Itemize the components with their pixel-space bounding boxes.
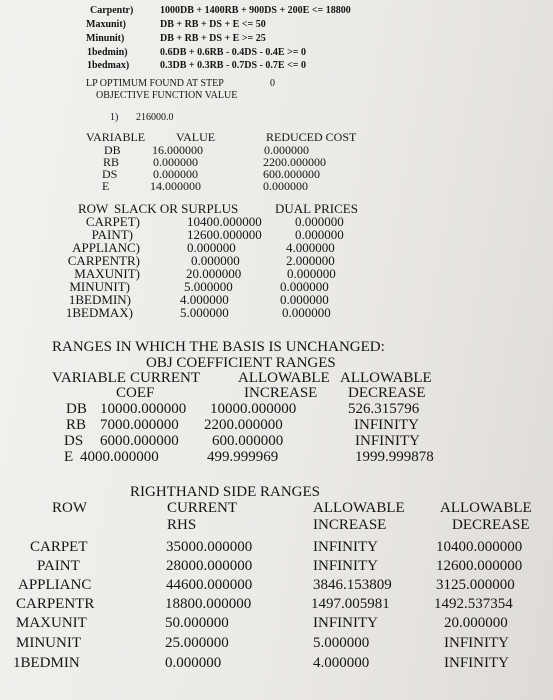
dual-price: 0.000000	[280, 279, 329, 294]
constraint-name: 1bedmax)	[87, 60, 130, 71]
col-header-decrease: DECREASE	[452, 517, 530, 533]
optimum-line: LP OPTIMUM FOUND AT STEP	[86, 78, 224, 89]
dual-price: 0.000000	[295, 227, 344, 242]
constraint-name: Minunit)	[86, 33, 125, 44]
ranges-title: RANGES IN WHICH THE BASIS IS UNCHANGED:	[52, 339, 385, 355]
slack-value: 5.000000	[184, 279, 233, 294]
obj-var: DS	[64, 433, 84, 449]
obj-ranges-title: OBJ COEFFICIENT RANGES	[146, 355, 336, 371]
col-header-increase: INCREASE	[313, 517, 387, 533]
rhs-current: 0.000000	[165, 655, 222, 671]
col-header-slack: SLACK OR SURPLUS	[114, 201, 239, 216]
var-name: RB	[103, 155, 120, 169]
obj-decrease: INFINITY	[355, 433, 420, 449]
var-reduced-cost: 0.000000	[263, 179, 308, 193]
rhs-decrease: 20.000000	[444, 615, 508, 631]
rhs-increase: 1497.005981	[311, 596, 390, 612]
rhs-current: 44600.000000	[166, 577, 253, 593]
rhs-decrease: 12600.000000	[436, 558, 523, 574]
rhs-row-name: MINUNIT	[16, 635, 81, 651]
rhs-decrease: 1492.537354	[434, 596, 513, 612]
constraint-expr: 0.6DB + 0.6RB - 0.4DS - 0.4E >= 0	[160, 47, 306, 58]
rhs-row-name: APPLIANC	[18, 577, 92, 593]
col-header-rhs: RHS	[167, 517, 197, 533]
var-name: DS	[102, 167, 118, 181]
rhs-decrease: 10400.000000	[436, 539, 523, 555]
obj-var: DB	[66, 401, 87, 417]
obj-var: RB	[66, 417, 87, 433]
col-header-allowable: ALLOWABLE	[340, 370, 432, 386]
slack-row-name: MAXUNIT)	[74, 266, 140, 281]
constraint-name: 1bedmin)	[87, 47, 128, 58]
slack-row-name: PAINT)	[91, 227, 133, 242]
constraint-expr: 1000DB + 1400RB + 900DS + 200E <= 18800	[160, 5, 351, 16]
col-header-current: CURRENT	[167, 500, 238, 516]
rhs-current: 28000.000000	[166, 558, 253, 574]
rhs-current: 35000.000000	[166, 539, 253, 555]
var-value: 14.000000	[150, 179, 201, 193]
var-reduced-cost: 0.000000	[264, 143, 309, 157]
slack-row-name: CARPENTR)	[67, 253, 140, 268]
slack-value: 10400.000000	[187, 214, 262, 229]
rhs-increase: INFINITY	[313, 615, 378, 631]
obj-increase: 10000.000000	[210, 401, 297, 417]
rhs-row-name: CARPET	[30, 539, 88, 555]
rhs-decrease: INFINITY	[444, 635, 509, 651]
col-header-value: VALUE	[176, 130, 216, 144]
var-reduced-cost: 600.000000	[263, 167, 320, 181]
obj-decrease: INFINITY	[354, 417, 419, 433]
slack-value: 20.000000	[186, 266, 242, 281]
slack-value: 12600.000000	[187, 227, 262, 242]
constraint-expr: DB + RB + DS + E <= 50	[160, 19, 266, 30]
col-header-allowable: ALLOWABLE	[440, 500, 532, 516]
obj-current: 6000.000000	[100, 433, 179, 449]
col-header-current: CURRENT	[130, 370, 201, 386]
obj-decrease: 526.315796	[348, 401, 420, 417]
rhs-row-name: CARPENTR	[16, 596, 95, 612]
rhs-current: 25.000000	[165, 635, 229, 651]
slack-row-name: 1BEDMIN)	[68, 292, 131, 307]
col-header-row: ROW	[52, 500, 87, 516]
obj-increase: 600.000000	[212, 433, 284, 449]
slack-row-name: APPLIANC)	[72, 240, 140, 255]
constraint-name: Maxunit)	[86, 19, 126, 30]
dual-price: 0.000000	[280, 292, 329, 307]
rhs-row-name: PAINT	[37, 558, 80, 574]
col-header-coef: COEF	[116, 385, 155, 401]
var-name: DB	[104, 143, 121, 157]
slack-value: 4.000000	[180, 292, 229, 307]
obj-current: 4000.000000	[80, 449, 159, 465]
col-header-allowable: ALLOWABLE	[238, 370, 330, 386]
var-value: 0.000000	[153, 167, 198, 181]
rhs-row-name: MAXUNIT	[16, 615, 87, 631]
dual-price: 2.000000	[286, 253, 335, 268]
slack-row-name: 1BEDMAX)	[65, 305, 133, 320]
var-value: 16.000000	[152, 143, 203, 157]
rhs-increase: 5.000000	[313, 635, 370, 651]
var-name: E	[102, 179, 110, 193]
var-value: 0.000000	[153, 155, 198, 169]
col-header-variable: VARIABLE	[52, 370, 126, 386]
rhs-row-name: 1BEDMIN	[13, 655, 80, 671]
constraint-name: Carpentr)	[90, 5, 134, 16]
col-header-allowable: ALLOWABLE	[313, 500, 405, 516]
rhs-decrease: INFINITY	[444, 655, 509, 671]
dual-price: 0.000000	[295, 214, 344, 229]
slack-value: 5.000000	[180, 305, 229, 320]
rhs-ranges-title: RIGHTHAND SIDE RANGES	[130, 484, 320, 500]
objective-value: 216000.0	[136, 112, 174, 123]
obj-current: 10000.000000	[100, 401, 187, 417]
slack-value: 0.000000	[191, 253, 240, 268]
dual-price: 0.000000	[282, 305, 331, 320]
col-header-dual: DUAL PRICES	[275, 201, 358, 216]
rhs-current: 50.000000	[165, 615, 229, 631]
objective-header: OBJECTIVE FUNCTION VALUE	[96, 90, 238, 101]
col-header-increase: INCREASE	[244, 385, 318, 401]
rhs-increase: 4.000000	[313, 655, 370, 671]
dual-price: 4.000000	[286, 240, 335, 255]
obj-increase: 2200.000000	[204, 417, 283, 433]
col-header-decrease: DECREASE	[348, 385, 426, 401]
dual-price: 0.000000	[287, 266, 336, 281]
rhs-current: 18800.000000	[165, 596, 252, 612]
var-reduced-cost: 2200.000000	[263, 155, 326, 169]
constraint-expr: DB + RB + DS + E >= 25	[160, 33, 266, 44]
col-header-reduced-cost: REDUCED COST	[266, 130, 357, 144]
obj-increase: 499.999969	[207, 449, 279, 465]
rhs-increase: INFINITY	[313, 558, 378, 574]
slack-row-name: MINUNIT)	[69, 279, 130, 294]
slack-value: 0.000000	[187, 240, 236, 255]
obj-current: 7000.000000	[100, 417, 179, 433]
rhs-increase: INFINITY	[313, 539, 378, 555]
optimum-step: 0	[270, 78, 275, 89]
slack-row-name: CARPET)	[85, 214, 140, 229]
objective-index: 1)	[110, 112, 119, 123]
obj-var: E	[64, 449, 74, 465]
constraint-expr: 0.3DB + 0.3RB - 0.7DS - 0.7E <= 0	[160, 60, 306, 71]
col-header-variable: VARIABLE	[86, 130, 146, 144]
col-header-row: ROW	[78, 201, 109, 216]
rhs-increase: 3846.153809	[313, 577, 392, 593]
obj-decrease: 1999.999878	[355, 449, 434, 465]
rhs-decrease: 3125.000000	[436, 577, 515, 593]
